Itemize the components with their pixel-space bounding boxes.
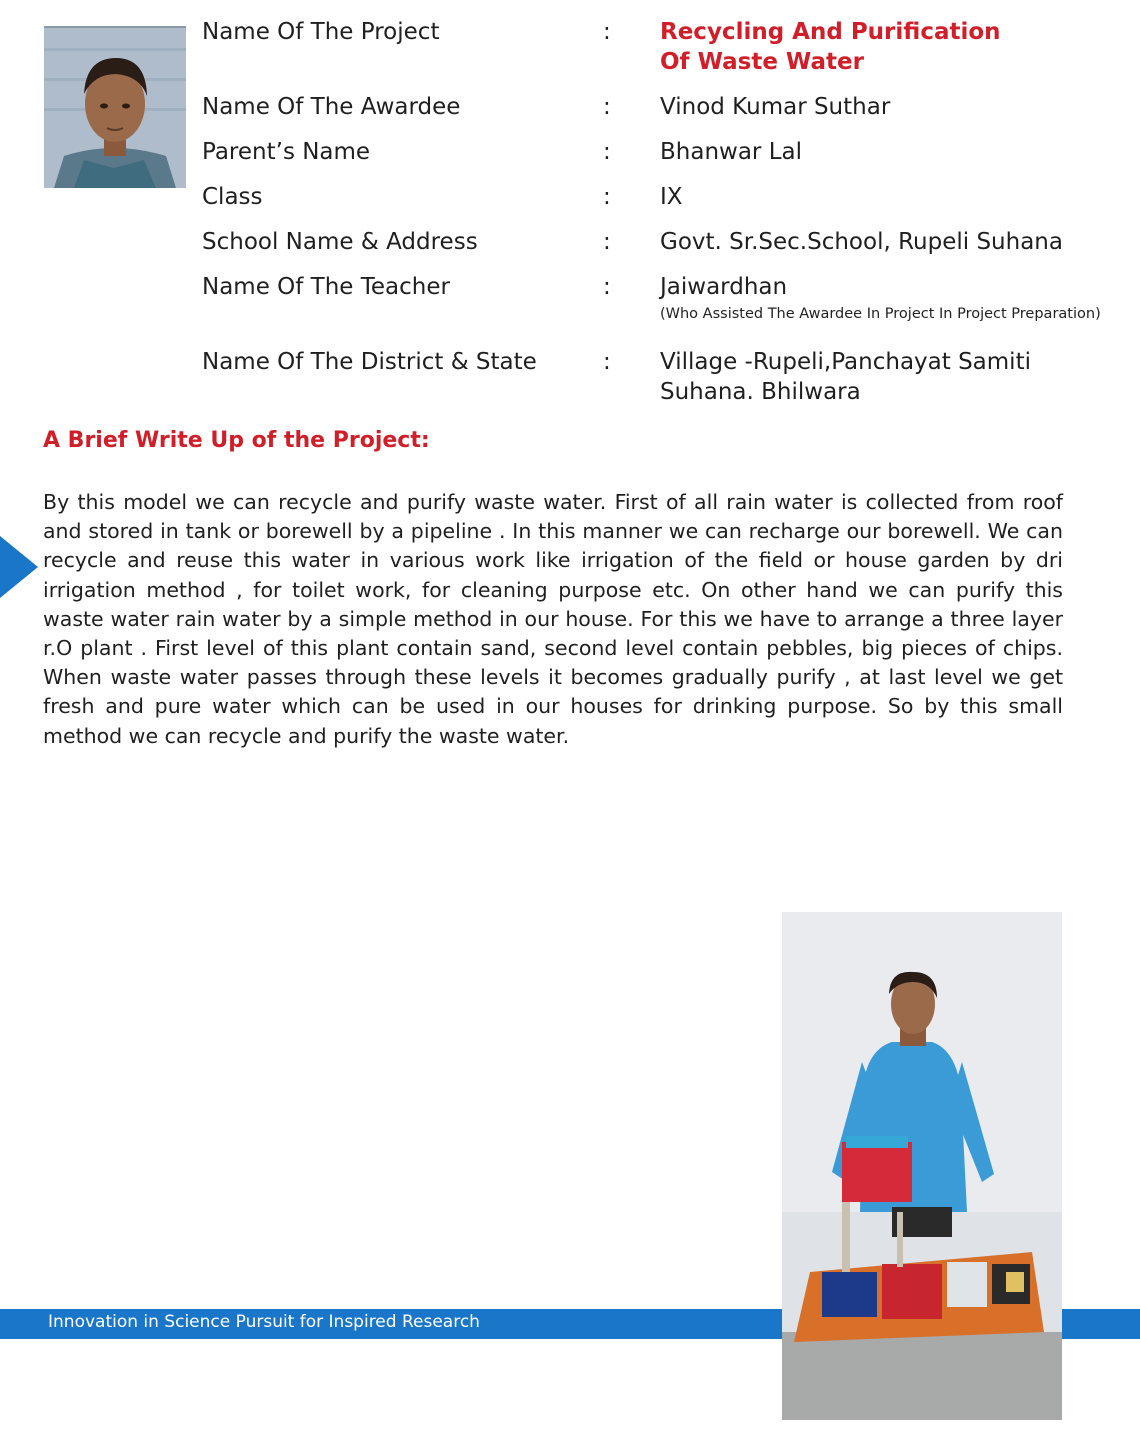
value-school: Govt. Sr.Sec.School, Rupeli Suhana: [660, 229, 1063, 255]
label-teacher: Name Of The Teacher: [202, 274, 450, 300]
value-teacher: Jaiwardhan: [660, 274, 788, 300]
teacher-note: (Who Assisted The Awardee In Project In Project Preparation): [660, 306, 1101, 322]
writeup-body: By this model we can recycle and purify waste water. First of all rain water is collected from roof and stored in tank or borewell by a pipeline . In this manner we can recharge our borewell. We can recycle and reuse this water in various work like irrigation of the field or house garden by dri irrigation method , for toilet work, for cleaning purpose etc. On other hand we can purify this waste water rain water by a simple method in our house. For this we have to arrange a three layer r.O plant . First level of this plant contain sand, second level contain pebbles, big pieces of chips. When waste water passes through these levels it becomes gradually purify , at last level we get fresh and pure water which can be used in our houses for drinking purpose. So by this small method we can recycle and purify the waste water.: [43, 490, 1063, 748]
footer-tagline: Innovation in Science Pursuit for Inspired Research: [48, 1312, 480, 1332]
separator: :: [603, 229, 611, 255]
project-model-photo: [782, 912, 1062, 1420]
label-class: Class: [202, 184, 263, 210]
writeup-heading: A Brief Write Up of the Project:: [43, 428, 430, 453]
project-title-line2: Of Waste Water: [660, 49, 864, 75]
value-class: IX: [660, 184, 683, 210]
separator: :: [603, 139, 611, 165]
value-district-line1: Village -Rupeli,Panchayat Samiti: [660, 349, 1031, 375]
label-awardee: Name Of The Awardee: [202, 94, 461, 120]
separator: :: [603, 274, 611, 300]
separator: :: [603, 19, 611, 45]
label-parent: Parent’s Name: [202, 139, 371, 165]
value-district-line2: Suhana. Bhilwara: [660, 379, 861, 405]
label-district: Name Of The District & State: [202, 349, 537, 375]
value-parent: Bhanwar Lal: [660, 139, 802, 165]
label-school: School Name & Address: [202, 229, 478, 255]
awardee-portrait-photo: [44, 26, 186, 188]
value-awardee: Vinod Kumar Suthar: [660, 94, 891, 120]
label-project: Name Of The Project: [202, 19, 440, 45]
separator: :: [603, 184, 611, 210]
project-title-line1: Recycling And Purification: [660, 19, 1001, 45]
separator: :: [603, 349, 611, 375]
separator: :: [603, 94, 611, 120]
arrow-marker-icon: [0, 536, 38, 598]
